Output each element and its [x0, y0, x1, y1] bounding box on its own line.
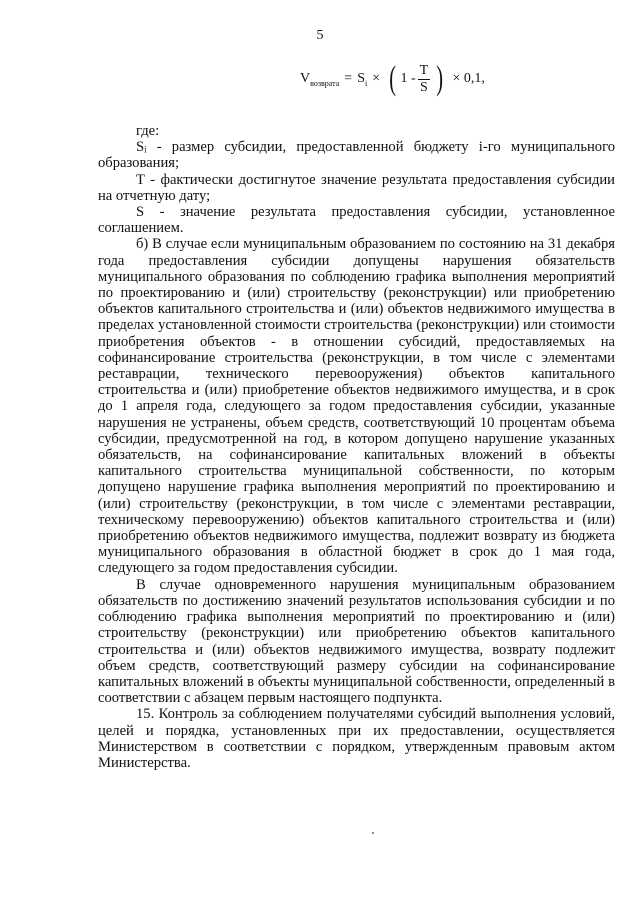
page-number: 5: [316, 28, 324, 43]
formula-equals: =: [344, 71, 353, 86]
paragraph-where: где:: [136, 123, 160, 139]
return-formula: [300, 62, 490, 96]
document-body: [98, 123, 615, 771]
formula-v: $V_{возврата}$: [300, 70, 340, 88]
formula-coefficient: × 0,1,: [452, 71, 485, 86]
formula-fraction: [418, 63, 431, 96]
formula-numerator: T: [419, 62, 429, 78]
formula-left-paren: (: [389, 60, 397, 97]
paragraph-s-definition: S - значение результата предоставления субсидии, установленное соглашением.: [98, 204, 615, 237]
paragraph-clause-15: 15. Контроль за соблюдением получателями субсидий выполнения условий, целей и порядка, установленных при их предоставлении, осуществляется Министерством в соответствии с порядком, утвержденным правовым актом Министерства.: [98, 706, 615, 771]
paragraph-simultaneous-violation: В случае одновременного нарушения муниципальным образованием обязательств по достижению значений результатов использования субсидии и по соблюдению графика выполнения мероприятий по проектированию и (или) строительству (реконструкции) или приобретению объектов капитального строительства и (или) объектов недвижимого имущества, возврату подлежит объем средств, соответствующий размеру субсидии на софинансирование капитальных вложений в объекты муниципальной собственности, определенный в соответствии с абзацем первым настоящего подпункта.: [98, 576, 615, 707]
paragraph-t-definition: T - фактически достигнутое значение результата предоставления субсидии на отчетную дату;: [98, 171, 615, 204]
formula-denominator: S: [420, 79, 428, 95]
formula-right-paren: ): [436, 60, 444, 97]
formula-s: $S_i$: [357, 70, 368, 88]
paragraph-subclause-b: б) В случае если муниципальным образованием по состоянию на 31 декабря года предоставления субсидии допущены нарушения обязательств муниципального образования по соблюдению графика выполнения мероприятий по проектированию и (или) строительству (реконструкции) или приобретению объектов капитального строительства и (или) объектов недвижимого имущества в пределах установленной стоимости строительства (реконструкции) или стоимости приобретения объектов - в отношении субсидий, предоставляемых на софинансирование строительства (реконструкции, в том числе с элементами реставрации, технического перевооружения) объектов капитального строительства и (или) приобретение объектов недвижимого имущества, и в срок до 1 апреля года, следующего за годом предоставления субсидии, указанные нарушения не устранены, объем средств, соответствующий 10 процентам объема субсидии, предусмотренной на год, в котором допущено нарушение указанных обязательств, на софинансирование капитальных вложений в объекты капитального строительства муниципальной собственности, по которым допущено нарушение графика выполнения мероприятий по проектированию и (или) строительству (реконструкции, в том числе с элементами реставрации, техническому перевооружению) объектов капитального строительства и (или) приобретению объектов недвижимого имущества, подлежит возврату из бюджета муниципального образования в областной бюджет в срок до 1 мая года, следующего за годом предоставления субсидии.: [98, 236, 615, 577]
formula-times: ×: [372, 71, 381, 86]
formula-one-minus: 1 -: [400, 71, 416, 86]
scan-dot: [372, 832, 374, 834]
paragraph-si-definition: Sᵢ - размер субсидии, предоставленной бюджету i-го муниципального образования;: [98, 139, 615, 172]
